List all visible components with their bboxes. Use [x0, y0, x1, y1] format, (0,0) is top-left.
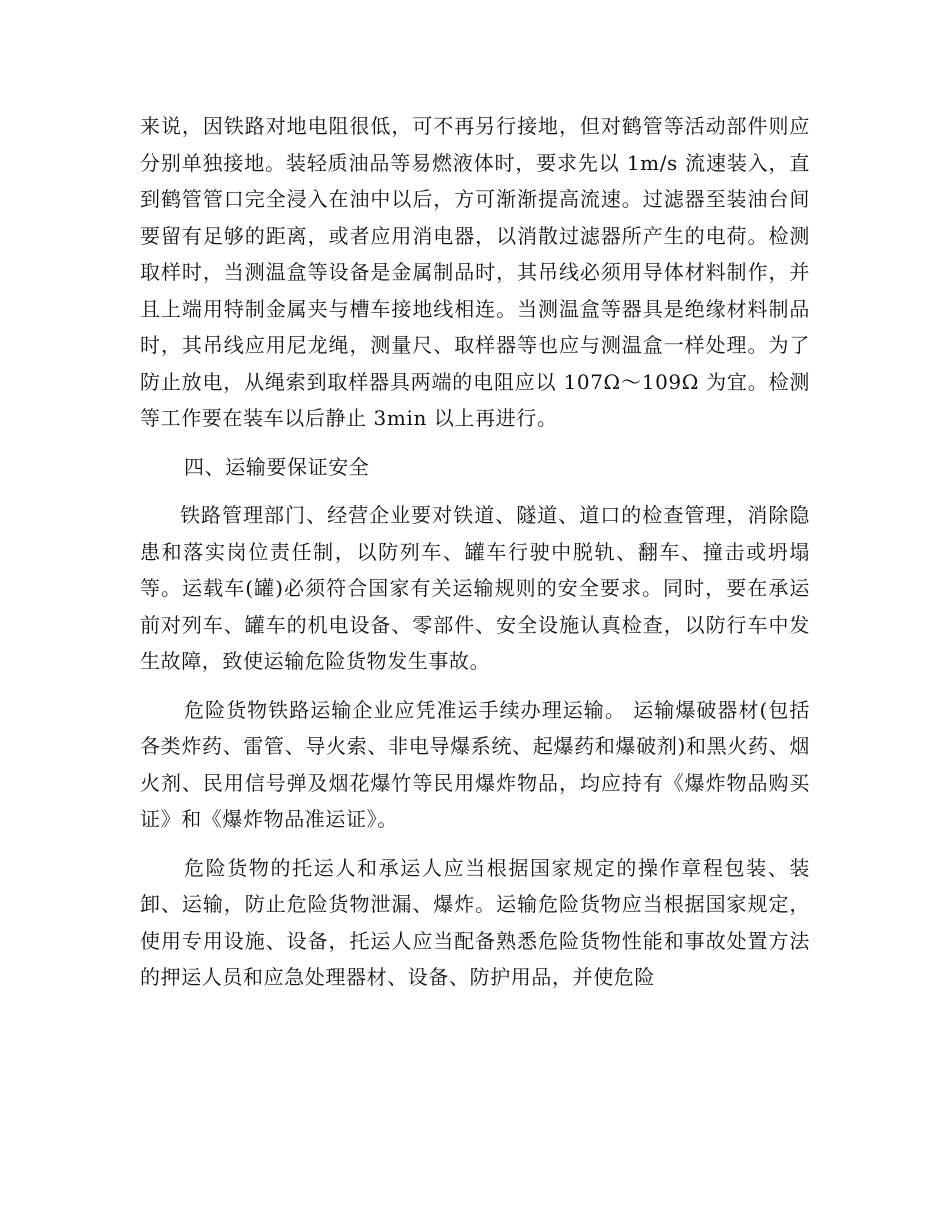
paragraph-gap — [140, 437, 810, 449]
paragraph-railway-management: 铁路管理部门、经营企业要对铁道、隧道、道口的检查管理，消除隐患和落实岗位责任制，以防列车、罐车行驶中脱轨、翻车、撞击或坍塌等。运载车(罐)必须符合国家有关运输规则的安全要求。同时，要在承运前对列车、罐车的机电设备、零部件、安全设施认真检查，以防行车中发生故障，致使运输危险货物发生事故。 — [140, 503, 810, 673]
paragraph-shipper-carrier-duties: 危险货物的托运人和承运人应当根据国家规定的操作章程包装、装卸、运输，防止危险货物泄漏、爆炸。运输危险货物应当根据国家规定，使用专用设施、设备，托运人应当配备熟悉危险货物性能和事故处置方法的押运人员和应急处理器材、设备、防护用品，并使危险 — [140, 855, 810, 989]
paragraph-gap — [140, 680, 810, 692]
document-body — [140, 108, 810, 996]
paragraph-grounding-and-sampling: 来说，因铁路对地电阻很低，可不再另行接地，但对鹤管等活动部件则应分别单独接地。装轻质油品等易燃液体时，要求先以 1m/s 流速装入，直到鹤管管口完全浸入在油中以后，方可渐渐提高流速。过滤器至装油台间要留有足够的距离，或者应用消电器，以消散过滤器所产生的电荷。检测取样时，当测温盒等设备是金属制品时，其吊线必须用导体材料制作，并且上端用特制金属夹与槽车接地线相连。当测温盒等器具是绝缘材料制品时，其吊线应用尼龙绳，测量尺、取样器等也应与测温盒一样处理。为了防止放电，从绳索到取样器具两端的电阻应以 107Ω～109Ω 为宜。检测等工作要在装车以后静止 3min 以上再进行。 — [140, 114, 810, 430]
paragraph-explosives-permit: 危险货物铁路运输企业应凭准运手续办理运输。 运输爆破器材(包括各类炸药、雷管、导火索、非电导爆系统、起爆药和爆破剂)和黑火药、烟火剂、民用信号弹及烟花爆竹等民用爆炸物品，均应持有《爆炸物品购买证》和《爆炸物品准运证》。 — [140, 697, 810, 831]
paragraph-gap — [140, 838, 810, 850]
section-heading-transport-safety: 四、运输要保证安全 — [184, 454, 370, 479]
paragraph-gap — [140, 485, 810, 497]
